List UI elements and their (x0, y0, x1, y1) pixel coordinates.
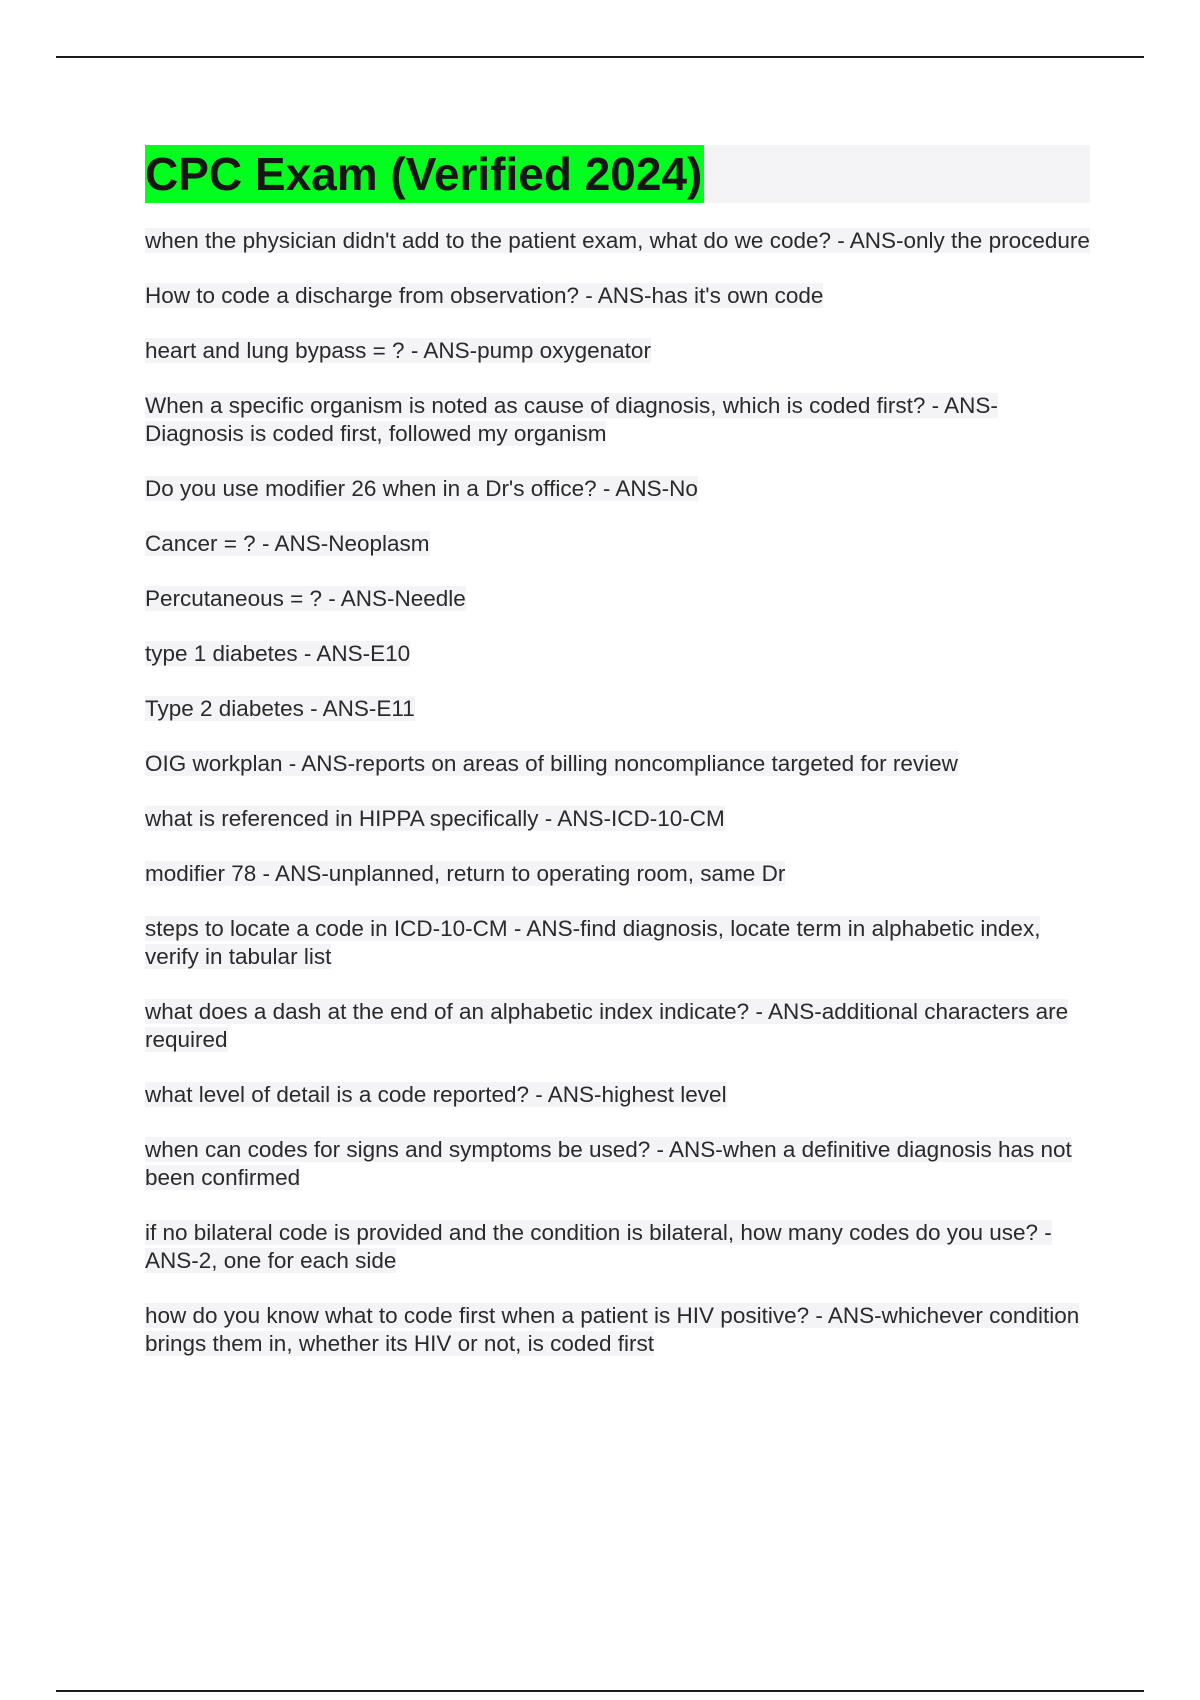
qa-item: Cancer = ? - ANS-Neoplasm (145, 531, 430, 556)
bottom-rule (56, 1690, 1144, 1692)
qa-item: what does a dash at the end of an alphabetic index indicate? - ANS-additional characters are required (145, 999, 1069, 1052)
title-bar (145, 145, 1090, 203)
qa-item: Do you use modifier 26 when in a Dr's office? - ANS-No (145, 476, 698, 501)
document-body (145, 145, 1090, 1385)
qa-item: when the physician didn't add to the patient exam, what do we code? - ANS-only the procedure (145, 228, 1090, 253)
qa-item: what level of detail is a code reported? - ANS-highest level (145, 1082, 727, 1107)
qa-item: how do you know what to code first when a patient is HIV positive? - ANS-whichever condition brings them in, whether its HIV or not, is coded first (145, 1303, 1080, 1356)
qa-item: heart and lung bypass = ? - ANS-pump oxygenator (145, 338, 651, 363)
top-rule (56, 56, 1144, 58)
qa-item: OIG workplan - ANS-reports on areas of billing noncompliance targeted for review (145, 751, 958, 776)
qa-item: steps to locate a code in ICD-10-CM - ANS-find diagnosis, locate term in alphabetic index, verify in tabular list (145, 916, 1041, 969)
qa-item: when can codes for signs and symptoms be used? - ANS-when a definitive diagnosis has not been confirmed (145, 1137, 1072, 1190)
qa-item: When a specific organism is noted as cause of diagnosis, which is coded first? - ANS-Diagnosis is coded first, followed my organism (145, 393, 998, 446)
qa-item: modifier 78 - ANS-unplanned, return to operating room, same Dr (145, 861, 786, 886)
qa-item: what is referenced in HIPPA specifically - ANS-ICD-10-CM (145, 806, 725, 831)
qa-item: if no bilateral code is provided and the condition is bilateral, how many codes do you use? - ANS-2, one for each side (145, 1220, 1052, 1273)
qa-item: Percutaneous = ? - ANS-Needle (145, 586, 466, 611)
qa-item: Type 2 diabetes - ANS-E11 (145, 696, 415, 721)
qa-item: How to code a discharge from observation? - ANS-has it's own code (145, 283, 824, 308)
qa-item: type 1 diabetes - ANS-E10 (145, 641, 411, 666)
document-title: CPC Exam (Verified 2024) (145, 145, 704, 203)
